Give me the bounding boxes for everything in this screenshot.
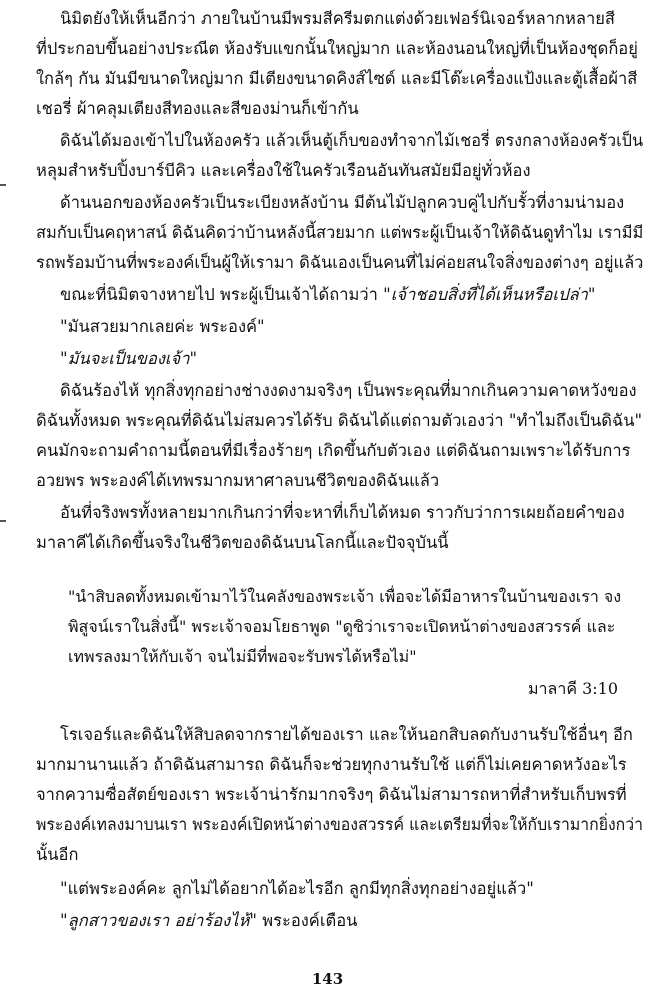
- dialogue-line: "มันสวยมากเลยค่ะ พระองค์": [60, 317, 265, 336]
- narration-text: ขณะที่นิมิตจางหายไป พระผู้เป็นเจ้าได้ถามว่า: [60, 285, 384, 304]
- body-line: ดิฉันร้องไห้ ทุกสิ่งทุกอย่างช่างงดงามจริงๆ เป็นพระคุณที่มากเกินความคาดหวังของ: [60, 381, 637, 400]
- body-line: นิมิตยังให้เห็นอีกว่า ภายในบ้านมีพรมสีครีมตกแต่งด้วยเฟอร์นิเจอร์หลากหลายสี: [60, 9, 615, 28]
- body-line: อันที่จริงพรทั้งหลายมากเกินกว่าที่จะหาที่เก็บได้หมด ราวกับว่าการเผยถ้อยคำของ: [60, 503, 625, 522]
- body-line: คนมักจะถามคำถามนี้ตอนที่มีเรื่องร้ายๆ เกิดขึ้นกับตัวเอง แต่ดิฉันถามเพราะได้รับการ: [36, 441, 631, 460]
- body-line: ดิฉันได้มองเข้าไปในห้องครัว แล้วเห็นตู้เก็บของทำจากไม้เชอรี่ ตรงกลางห้องครัวเป็น: [60, 131, 644, 150]
- page-edge-mark: [0, 520, 6, 522]
- quote-line: พิสูจน์เราในสิ่งนี้" พระเจ้าจอมโยธาพูด "ดูซิว่าเราจะเปิดหน้าต่างของสวรรค์ และ: [68, 617, 616, 636]
- page-number: 143: [311, 970, 344, 988]
- body-line: นั้นอีก: [36, 845, 79, 864]
- scripture-reference: มาลาคี 3:10: [528, 679, 619, 698]
- body-line: [60, 908, 357, 934]
- divine-speech: "มันจะเป็นของเจ้า": [60, 349, 198, 368]
- narration-text: พระองค์เตือน: [257, 911, 358, 930]
- body-line: มากมานานแล้ว ถ้าดิฉันสามารถ ดิฉันก็จะช่วยทุกงานรับใช้ แต่ก็ไม่เคยคาดหวังอะไร: [36, 755, 627, 774]
- body-line: ด้านนอกของห้องครัวเป็นระเบียงหลังบ้าน มีต้นไม้ปลูกควบคู่ไปกับรั้วที่งามน่ามอง: [60, 193, 625, 212]
- body-line: พระองค์เทลงมาบนเรา พระองค์เปิดหน้าต่างของสวรรค์ และเตรียมที่จะให้กับเรามากยิ่งกว่า: [36, 815, 643, 834]
- body-line: โรเจอร์และดิฉันให้สิบลดจากรายได้ของเรา และให้นอกสิบลดกับงานรับใช้อื่นๆ อีก: [60, 725, 633, 744]
- body-line: ดิฉันทั้งหมด พระคุณที่ดิฉันไม่สมควรได้รับ ดิฉันได้แต่ถามตัวเองว่า "ทำไมถึงเป็นดิฉัน": [36, 411, 643, 430]
- body-line: ใกล้ๆ กัน มันมีขนาดใหญ่มาก มีเตียงขนาดคิงส์ไซด์ และมีโต๊ะเครื่องแป้งและตู้เสื้อผ้าสี: [36, 69, 638, 88]
- body-line: รถพร้อมบ้านที่พระองค์เป็นผู้ให้เรามา ดิฉันเองเป็นคนที่ไม่ค่อยสนใจสิ่งของต่างๆ อยู่แล้ว: [36, 253, 644, 272]
- dialogue-line: "แต่พระองค์คะ ลูกไม่ได้อยากได้อะไรอีก ลูกมีทุกสิ่งทุกอย่างอยู่แล้ว": [60, 879, 534, 898]
- body-line: สมกับเป็นคฤหาสน์ ดิฉันคิดว่าบ้านหลังนี้สวยมาก แต่พระผู้เป็นเจ้าให้ดิฉันดูทำไม เรามีมี: [36, 223, 644, 242]
- body-line: [60, 282, 595, 308]
- body-line: เชอรี่ ผ้าคลุมเตียงสีทองและสีของม่านก็เข้ากัน: [36, 99, 359, 118]
- body-line: มาลาคีได้เกิดขึ้นจริงในชีวิตของดิฉันบนโลกนี้และปัจจุบันนี้: [36, 533, 449, 552]
- body-line: หลุมสำหรับปิ้งบาร์บีคิว และเครื่องใช้ในครัวเรือนอันทันสมัยมีอยู่ทั่วห้อง: [36, 161, 531, 180]
- page-edge-mark: [0, 184, 6, 186]
- body-line: ที่ประกอบขึ้นอย่างประณีต ห้องรับแขกนั้นใหญ่มาก และห้องนอนใหญ่ที่เป็นห้องชุดก็อยู่: [36, 39, 638, 58]
- quote-line: เทพรลงมาให้กับเจ้า จนไม่มีที่พอจะรับพรได้หรือไม่": [68, 647, 417, 666]
- divine-speech: "ลูกสาวของเรา อย่าร้องไห้": [60, 911, 257, 930]
- body-line: จากความซื่อสัตย์ของเรา พระเจ้าน่ารักมากจริงๆ ดิฉันไม่สามารถหาที่สำหรับเก็บพรที่: [36, 785, 627, 804]
- quote-line: "นำสิบลดทั้งหมดเข้ามาไว้ในคลังของพระเจ้า เพื่อจะได้มีอาหารในบ้านของเรา จง: [68, 587, 622, 606]
- divine-speech: "เจ้าชอบสิ่งที่ได้เห็นหรือเปล่า": [383, 285, 596, 304]
- body-line: อวยพร พระองค์ได้เทพรมากมหาศาลบนชีวิตของดิฉันแล้ว: [36, 471, 440, 490]
